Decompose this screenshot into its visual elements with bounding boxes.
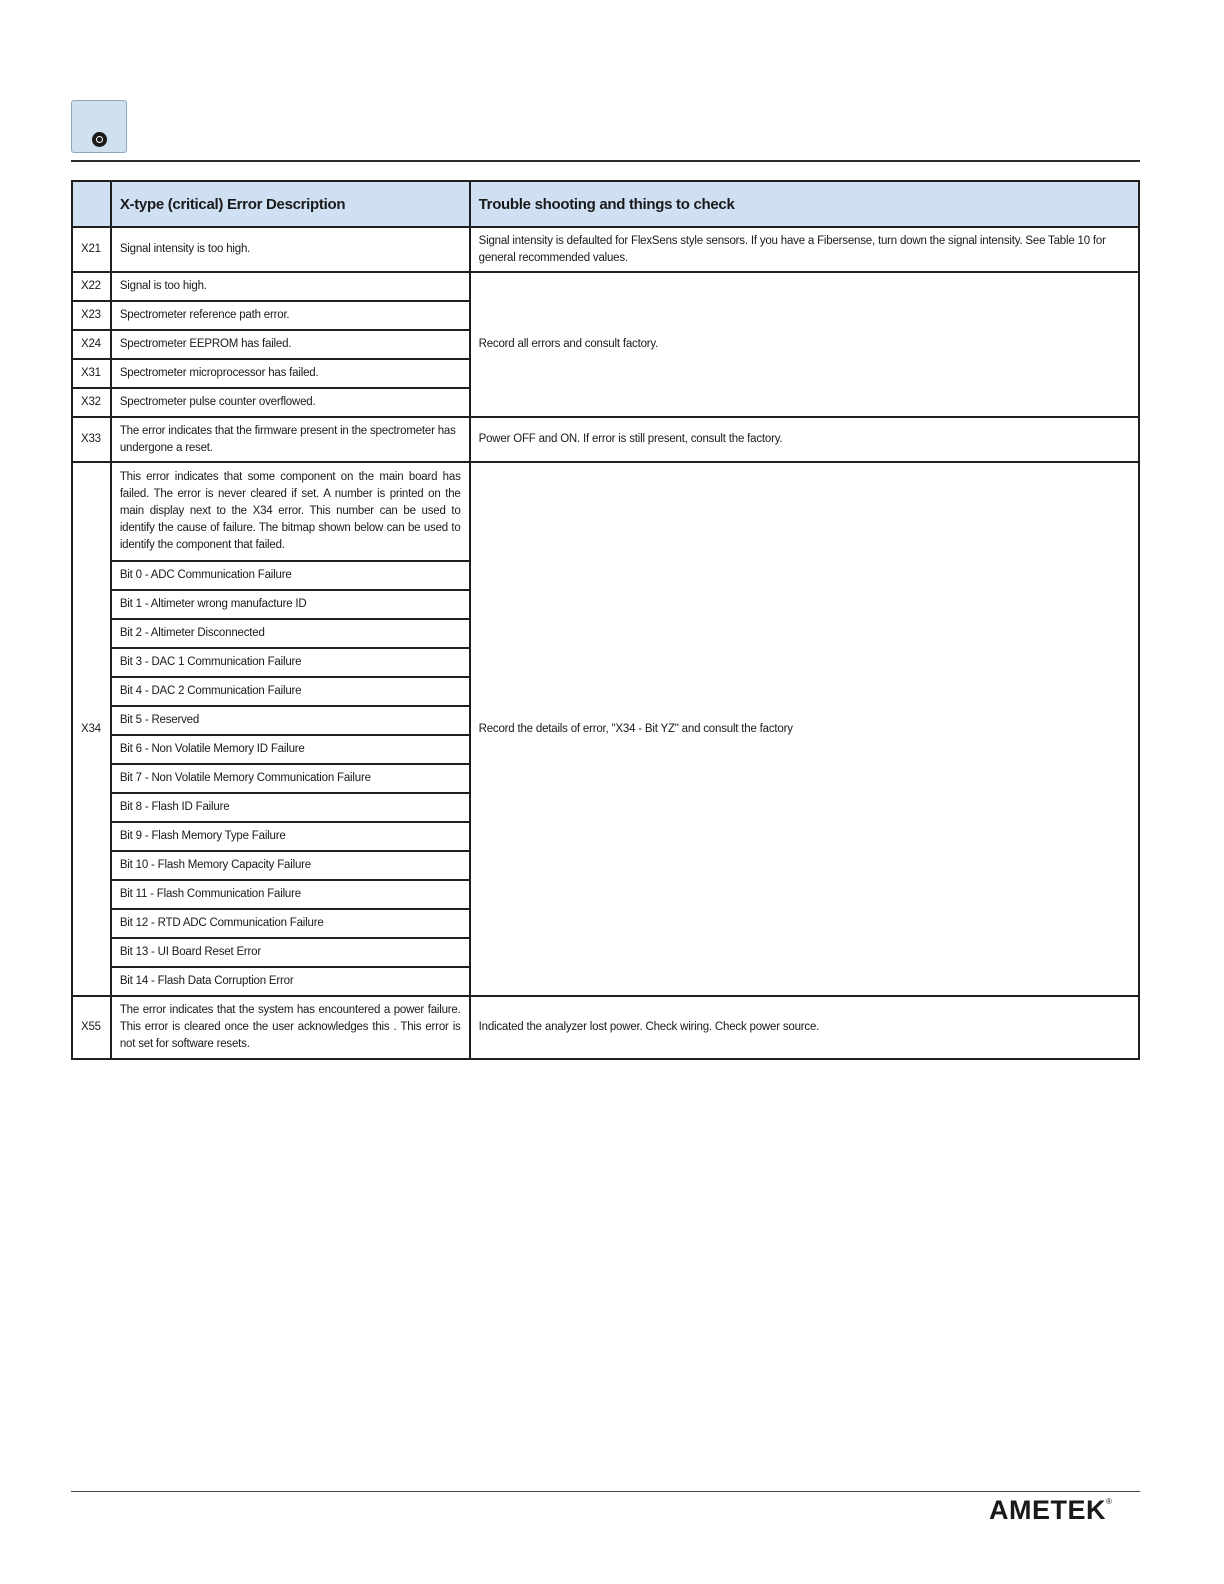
footer-rule [71,1491,1140,1492]
bit-description: Bit 14 - Flash Data Corruption Error [111,967,470,996]
troubleshooting-text: Signal intensity is defaulted for FlexSens style sensors. If you have a Fibersense, turn down the signal intensity. See Table 10 for general recommended values. [470,227,1139,272]
bit-description: Bit 4 - DAC 2 Communication Failure [111,677,470,706]
table-row [72,227,1139,272]
table-row [72,462,1139,561]
header-description: X-type (critical) Error Description [111,181,470,227]
troubleshooting-text: Indicated the analyzer lost power. Check wiring. Check power source. [470,996,1139,1059]
error-code: X31 [72,359,111,388]
header-rule [71,160,1140,162]
error-description: Signal is too high. [111,272,470,301]
error-description: The error indicates that the system has encountered a power failure. This error is cleared once the user acknowledges this . This error is not set for software resets. [111,996,470,1059]
error-description: Spectrometer microprocessor has failed. [111,359,470,388]
table-header-row [72,181,1139,227]
bit-description: Bit 12 - RTD ADC Communication Failure [111,909,470,938]
error-description: Spectrometer EEPROM has failed. [111,330,470,359]
section-tab [71,100,127,153]
bit-description: Bit 9 - Flash Memory Type Failure [111,822,470,851]
bit-description: Bit 2 - Altimeter Disconnected [111,619,470,648]
bit-description: Bit 5 - Reserved [111,706,470,735]
bit-description: Bit 1 - Altimeter wrong manufacture ID [111,590,470,619]
troubleshooting-text: Record the details of error, "X34 - Bit YZ" and consult the factory [470,462,1139,996]
bit-description: Bit 11 - Flash Communication Failure [111,880,470,909]
bit-description: Bit 3 - DAC 1 Communication Failure [111,648,470,677]
error-code: X33 [72,417,111,462]
error-code: X23 [72,301,111,330]
bit-description: Bit 0 - ADC Communication Failure [111,561,470,590]
bit-description: Bit 13 - UI Board Reset Error [111,938,470,967]
table-row [72,417,1139,462]
ametek-logo [989,1495,1112,1525]
troubleshooting-text: Record all errors and consult factory. [470,272,1139,417]
header-code [72,181,111,227]
error-table [71,180,1140,1060]
bit-description: Bit 8 - Flash ID Failure [111,793,470,822]
logo-text: AMETEK [989,1495,1106,1525]
error-code: X24 [72,330,111,359]
table-row [72,272,1139,301]
error-code: X34 [72,462,111,996]
error-code: X21 [72,227,111,272]
error-description: This error indicates that some component on the main board has failed. The error is never cleared if set. A number is printed on the main display next to the X34 error. This number can be used to identify the cause of failure. The bitmap shown below can be used to identify the component that failed. [111,462,470,561]
error-code: X32 [72,388,111,417]
error-description: Spectrometer reference path error. [111,301,470,330]
error-description: Signal intensity is too high. [111,227,470,272]
error-code: X55 [72,996,111,1059]
header-troubleshooting: Trouble shooting and things to check [470,181,1139,227]
error-description: Spectrometer pulse counter overflowed. [111,388,470,417]
error-code: X22 [72,272,111,301]
bit-description: Bit 6 - Non Volatile Memory ID Failure [111,735,470,764]
bit-description: Bit 7 - Non Volatile Memory Communication Failure [111,764,470,793]
bit-description: Bit 10 - Flash Memory Capacity Failure [111,851,470,880]
troubleshooting-text: Power OFF and ON. If error is still present, consult the factory. [470,417,1139,462]
circle-c-icon [92,132,107,147]
error-description: The error indicates that the firmware present in the spectrometer has undergone a reset. [111,417,470,462]
registered-mark: ® [1106,1497,1113,1506]
table-row [72,996,1139,1059]
